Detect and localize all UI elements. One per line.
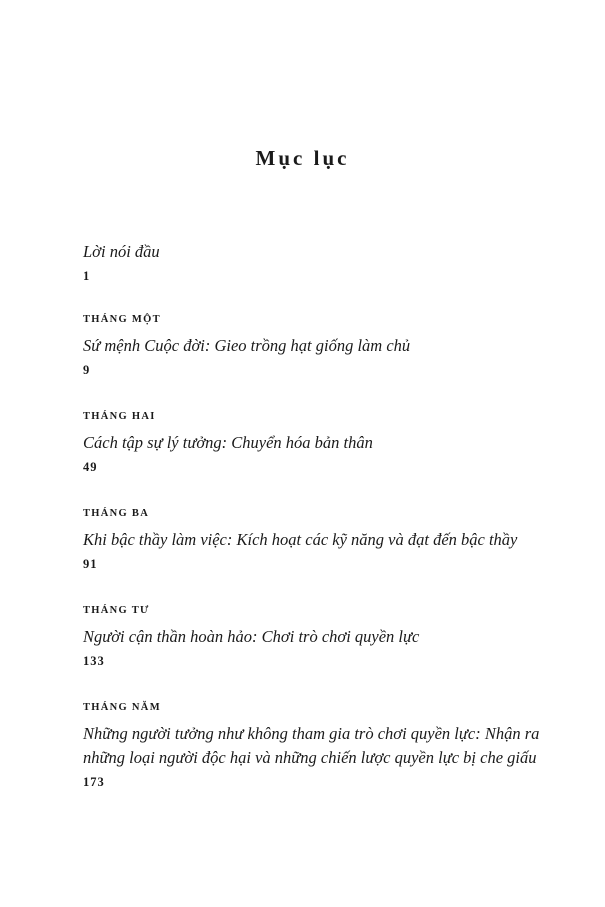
entry-page-number: 173 (83, 775, 105, 789)
entry-page-number: 1 (83, 269, 91, 283)
table-of-contents (83, 240, 543, 794)
toc-section[interactable] (83, 694, 543, 794)
entry-title: những loại người độc hại và những chiến lược quyền lực bị che giấu (83, 748, 537, 767)
section-label: THÁNG BA (83, 508, 150, 519)
page-title: Mục lục (255, 146, 350, 170)
entry-title: Những người tưởng như không tham gia trò chơi quyền lực: Nhận ra (83, 724, 540, 743)
toc-entry-intro[interactable] (83, 240, 543, 288)
section-label: THÁNG MỘT (83, 314, 161, 325)
toc-section[interactable] (83, 306, 543, 382)
entry-title: Lời nói đầu (83, 242, 160, 261)
section-label: THÁNG NĂM (83, 702, 161, 713)
entry-page-number: 9 (83, 363, 91, 377)
toc-section[interactable] (83, 403, 543, 479)
section-label: THÁNG TƯ (83, 605, 150, 616)
toc-section[interactable] (83, 597, 543, 673)
entry-title: Người cận thần hoàn hảo: Chơi trò chơi quyền lực (83, 627, 420, 646)
entry-title: Sứ mệnh Cuộc đời: Gieo trồng hạt giống làm chủ (83, 336, 411, 355)
entry-page-number: 133 (83, 654, 105, 668)
entry-title: Khi bậc thầy làm việc: Kích hoạt các kỹ năng và đạt đến bậc thầy (83, 530, 518, 549)
entry-page-number: 49 (83, 460, 98, 474)
entry-page-number: 91 (83, 557, 98, 571)
section-label: THÁNG HAI (83, 411, 156, 422)
toc-section[interactable] (83, 500, 543, 576)
entry-title: Cách tập sự lý tưởng: Chuyển hóa bản thân (83, 433, 373, 452)
